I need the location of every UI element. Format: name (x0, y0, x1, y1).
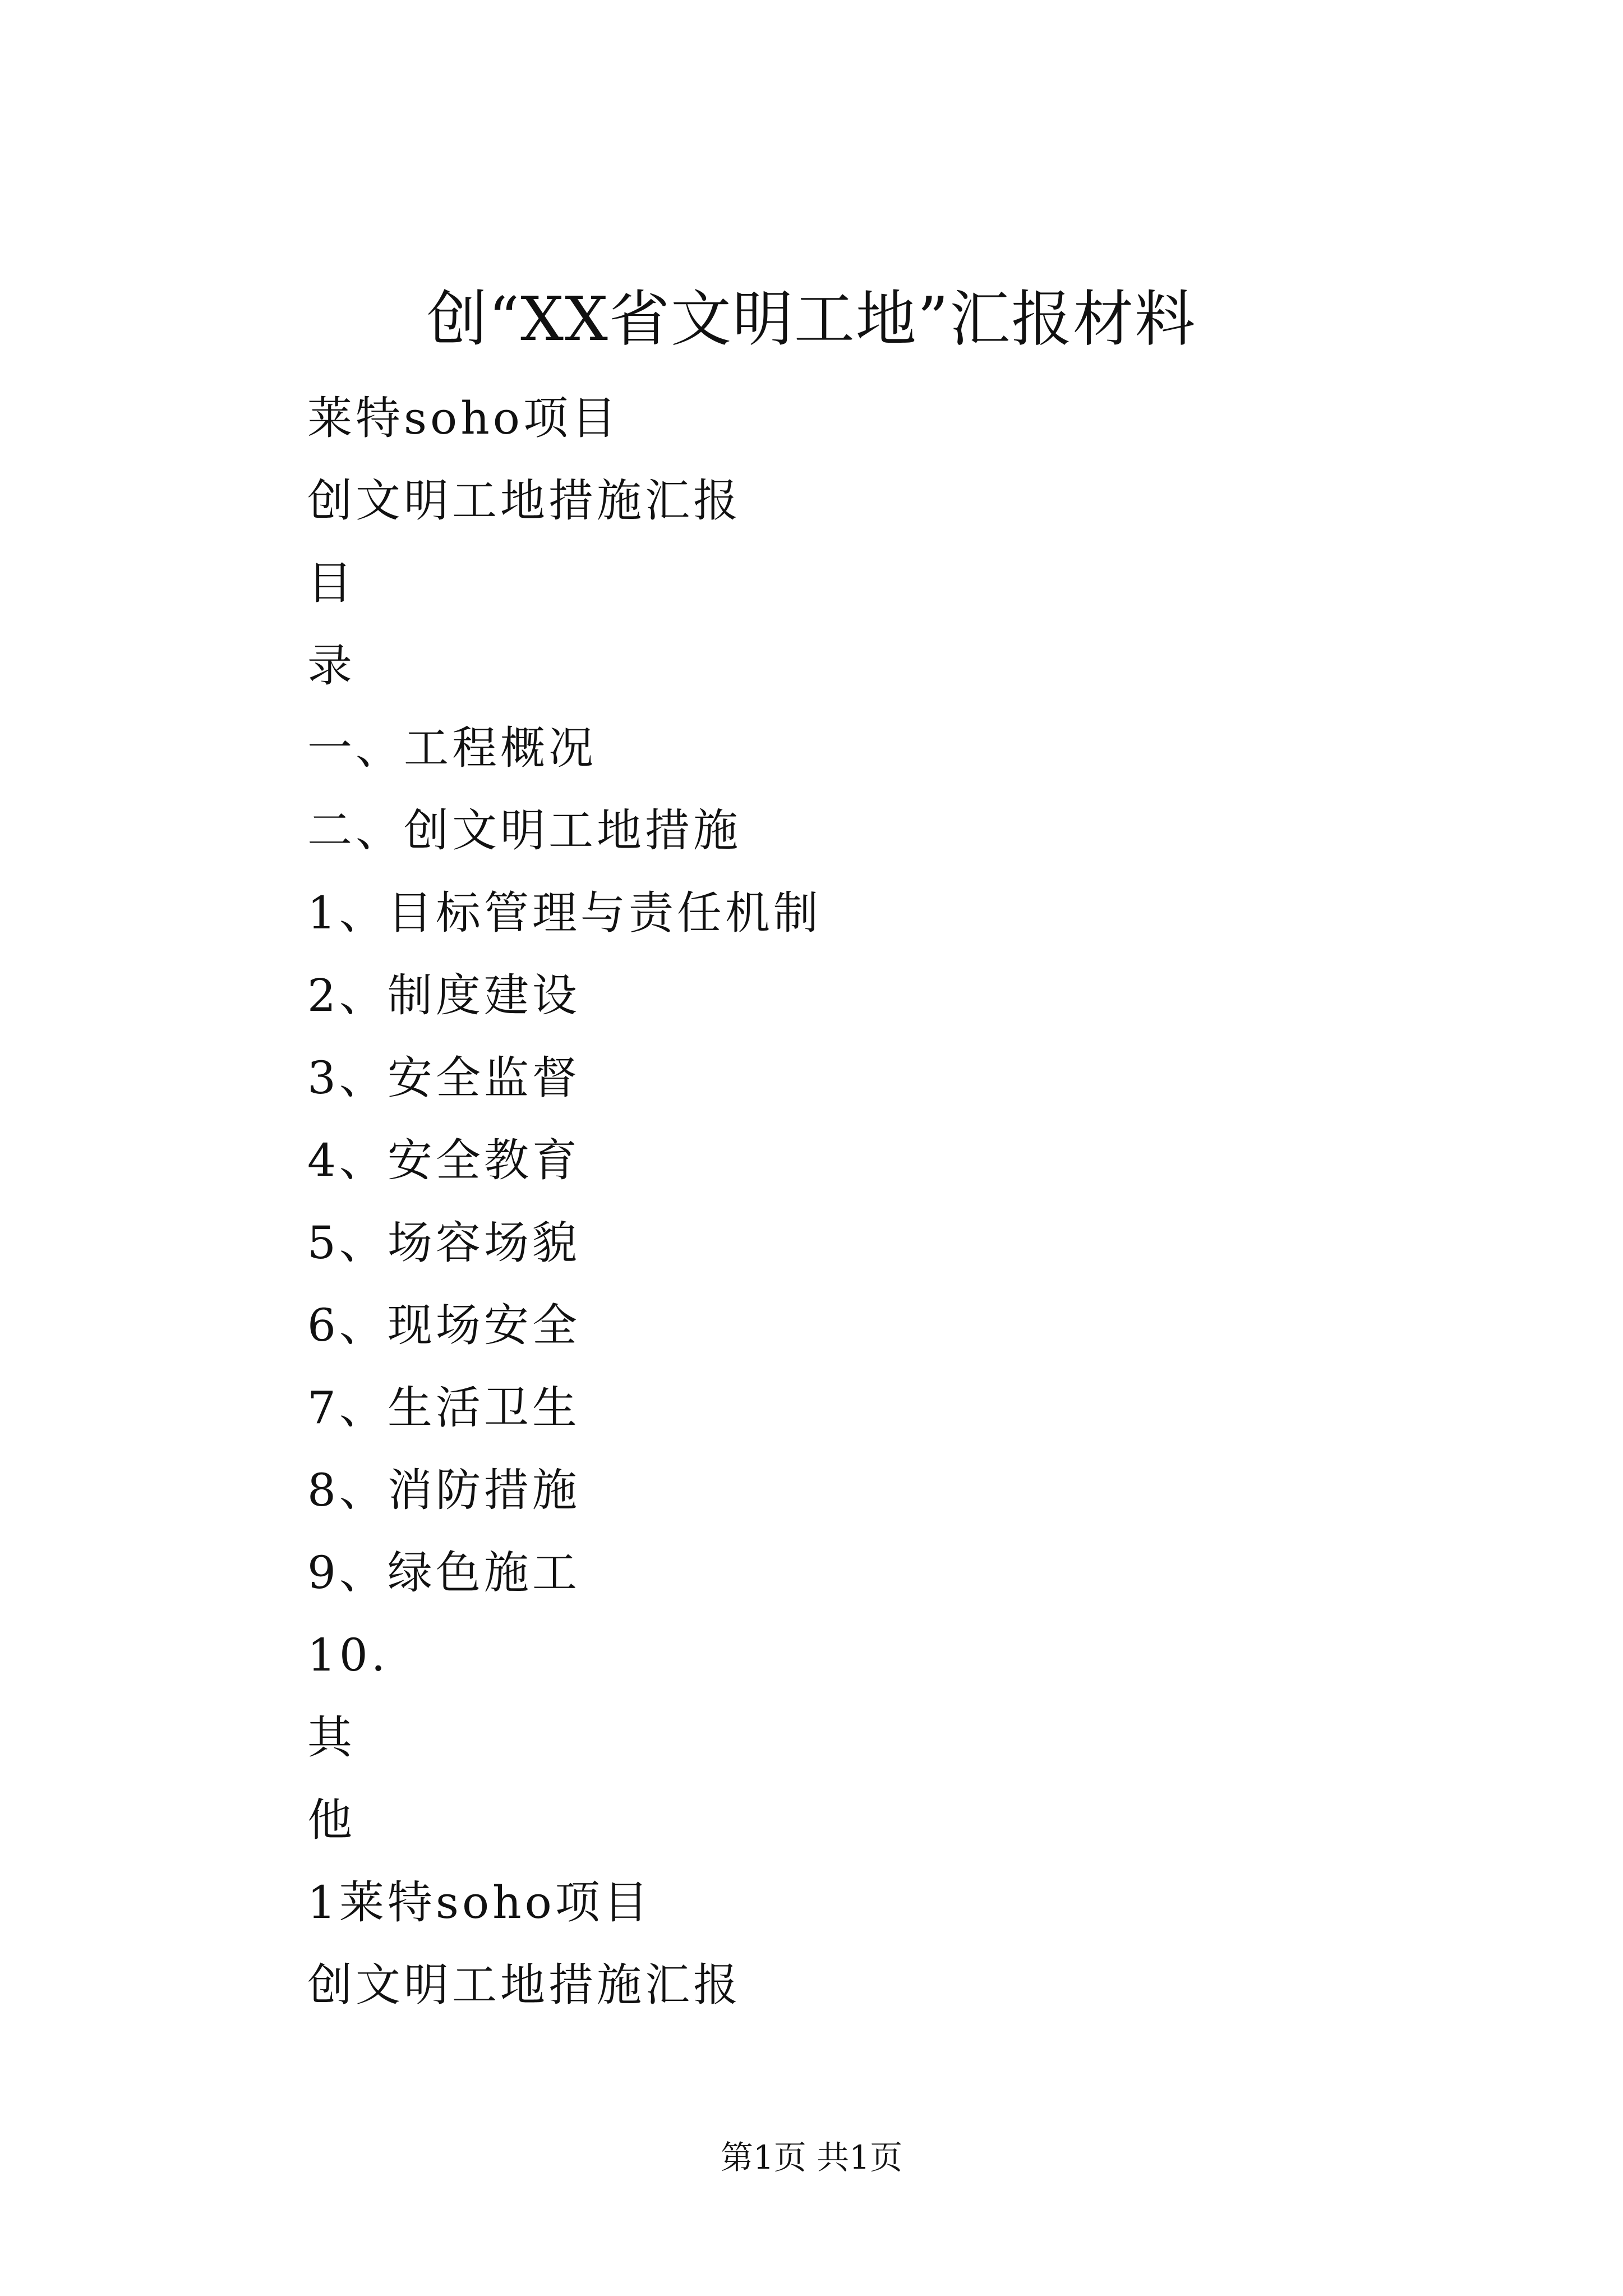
body-line: 莱特soho项目 (307, 392, 620, 444)
body-line: 录 (307, 639, 356, 692)
body-line: 10. (307, 1629, 389, 1681)
body-line: 7、生活卫生 (307, 1382, 580, 1434)
document-title: 创“XX省文明工地”汇报材料 (426, 284, 1197, 355)
body-line: 4、安全教育 (307, 1134, 580, 1186)
body-line: 创文明工地措施汇报 (307, 475, 741, 527)
document-body (307, 390, 1541, 2040)
body-line: 一、工程概况 (307, 722, 597, 774)
body-line: 他 (307, 1794, 356, 1846)
body-line: 目 (307, 557, 356, 609)
body-line: 8、消防措施 (307, 1464, 580, 1516)
body-line: 9、绿色施工 (307, 1547, 580, 1599)
body-line: 5、场容场貌 (307, 1217, 580, 1269)
page-footer: 第1页 共1页 (720, 2138, 903, 2177)
body-line: 2、制度建设 (307, 969, 580, 1022)
body-line: 二、创文明工地措施 (307, 804, 741, 857)
body-line: 1、目标管理与责任机制 (307, 887, 822, 939)
body-line: 其 (307, 1711, 356, 1764)
body-line: 6、现场安全 (307, 1299, 580, 1351)
body-line: 创文明工地措施汇报 (307, 1959, 741, 2011)
body-line: 1莱特soho项目 (307, 1876, 652, 1929)
body-line: 3、安全监督 (307, 1052, 580, 1104)
